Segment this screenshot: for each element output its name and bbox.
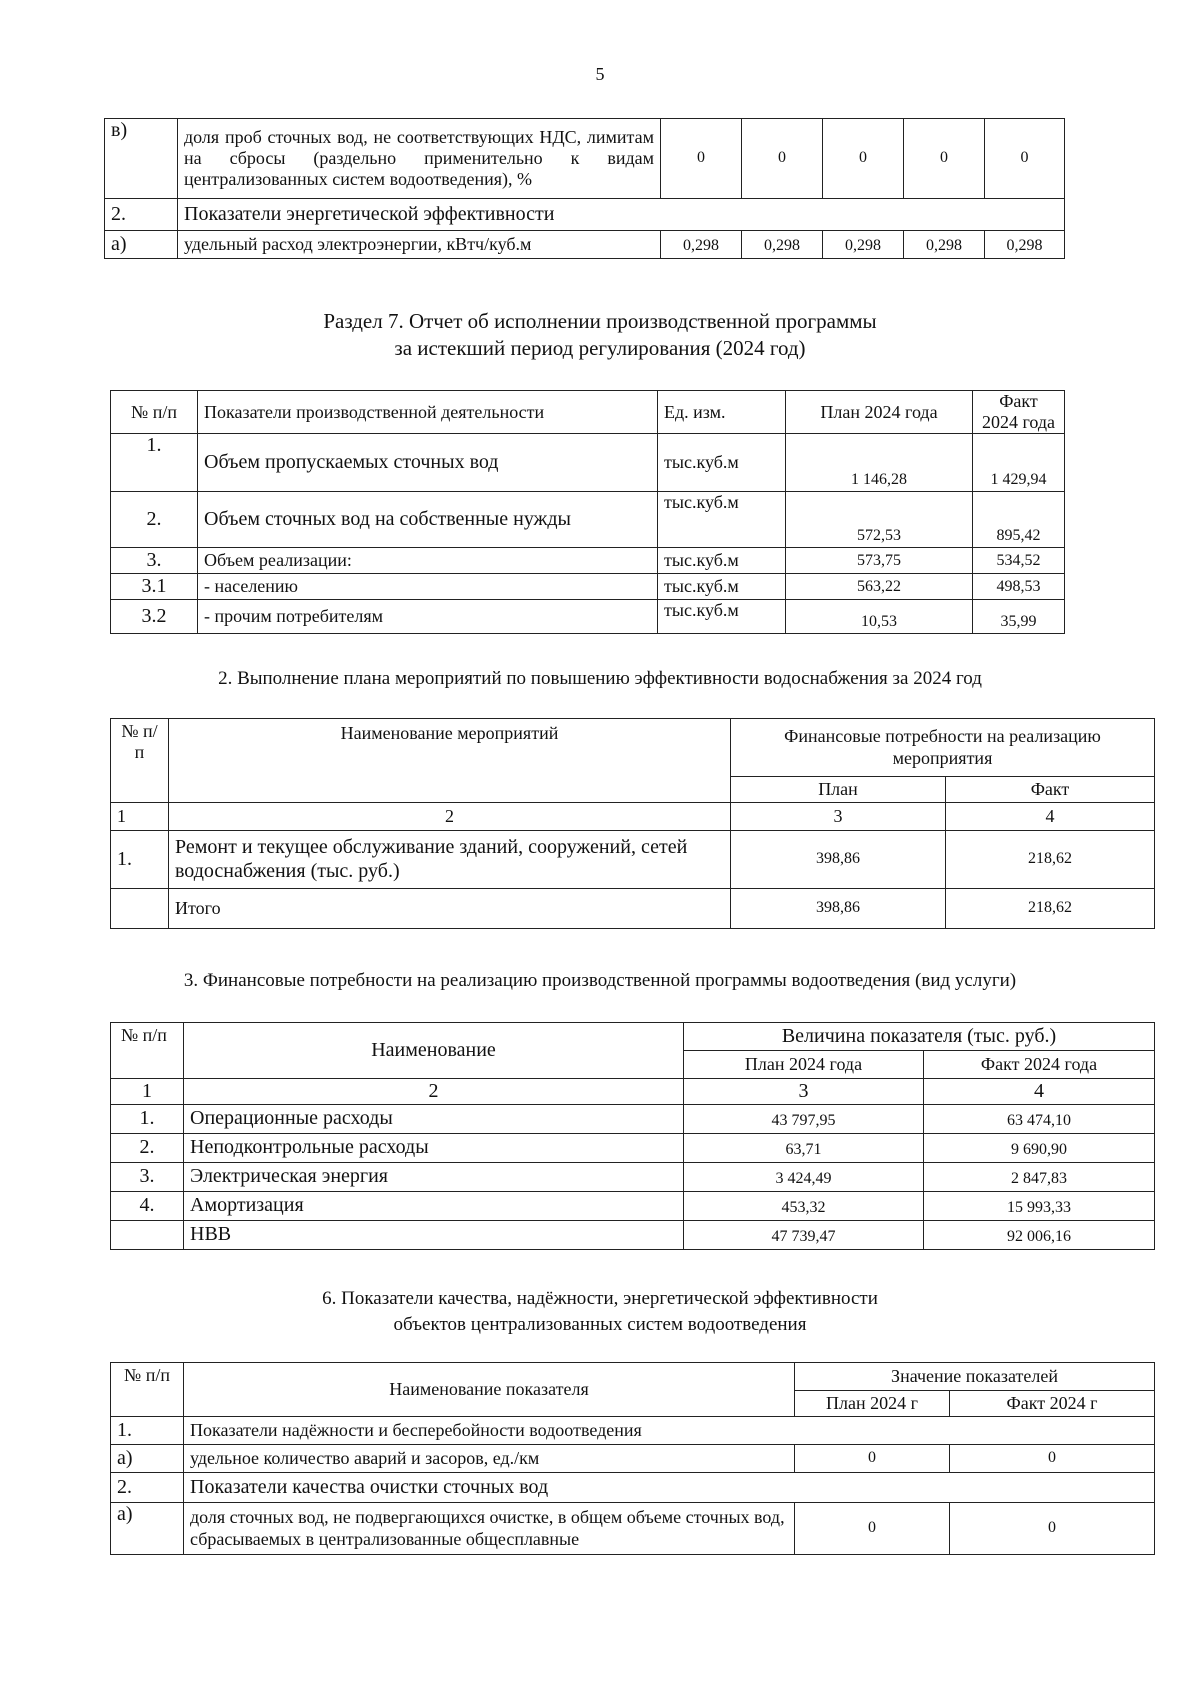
table-row (111, 434, 1065, 492)
header-financing: Финансовые потребности на реализацию мероприятия (731, 719, 1155, 777)
fact-cell: 9 690,90 (924, 1134, 1155, 1163)
section7-title (0, 308, 1200, 363)
row-number: 2. (111, 492, 198, 548)
table-row (111, 1134, 1155, 1163)
indicator-name: - населению (198, 574, 658, 600)
indicator-name: удельный расход электроэнергии, кВтч/куб.м (178, 231, 661, 259)
col-number: 2 (169, 803, 731, 831)
fact-cell: 0 (950, 1445, 1155, 1473)
fact-cell: 92 006,16 (924, 1221, 1155, 1250)
fact-cell: 1 429,94 (973, 434, 1065, 492)
section6-table (110, 1362, 1155, 1555)
row-number: 1. (111, 1417, 184, 1445)
indicator-name: удельное количество аварий и засоров, ед./км (184, 1445, 795, 1473)
header-fact: Факт 2024 г (950, 1391, 1155, 1417)
value-cell: 0,298 (661, 231, 742, 259)
section3-table (110, 1022, 1155, 1250)
table-row (111, 1192, 1155, 1221)
table-row (111, 831, 1155, 889)
header-fact: Факт 2024 года (924, 1051, 1155, 1079)
plan-cell: 563,22 (786, 574, 973, 600)
value-cell: 0,298 (742, 231, 823, 259)
header-name: Наименование показателя (184, 1363, 795, 1417)
row-number: в) (105, 119, 178, 199)
header-plan: План 2024 года (684, 1051, 924, 1079)
section7-table (110, 390, 1065, 634)
item-name: Амортизация (184, 1192, 684, 1221)
section7-title-line2: за истекший период регулирования (2024 год) (394, 336, 806, 361)
table-header-row (111, 391, 1065, 434)
header-fact: Факт 2024 года (973, 391, 1065, 434)
section6-title-line2: объектов централизованных систем водоотведения (393, 1313, 807, 1335)
section-heading: Показатели надёжности и бесперебойности водоотведения (184, 1417, 1155, 1445)
item-name: Электрическая энергия (184, 1163, 684, 1192)
plan-cell: 573,75 (786, 548, 973, 574)
indicator-name: Объем сточных вод на собственные нужды (198, 492, 658, 548)
table-row (111, 492, 1065, 548)
col-number: 3 (731, 803, 946, 831)
table-row (111, 1445, 1155, 1473)
table-row (111, 548, 1065, 574)
section3-title: 3. Финансовые потребности на реализацию производственной программы водоотведения (вид услуги) (183, 970, 1017, 991)
table-row (111, 600, 1065, 634)
header-name: Наименование (184, 1023, 684, 1079)
header-plan: План (731, 777, 946, 803)
row-number: 3.2 (111, 600, 198, 634)
col-number: 1 (111, 1079, 184, 1105)
row-number: 4. (111, 1192, 184, 1221)
header-num: № п/п (111, 719, 169, 803)
table-row (105, 119, 1065, 199)
row-number (111, 889, 169, 929)
row-number: 1. (111, 434, 198, 492)
plan-cell: 3 424,49 (684, 1163, 924, 1192)
table-row (111, 889, 1155, 929)
fact-cell: 63 474,10 (924, 1105, 1155, 1134)
indicator-name: Объем пропускаемых сточных вод (198, 434, 658, 492)
section2-title: 2. Выполнение плана мероприятий по повышению эффективности водоснабжения за 2024 год (218, 668, 982, 689)
table-row (111, 1105, 1155, 1134)
plan-cell: 0 (795, 1503, 950, 1555)
header-num: № п/п (111, 1023, 184, 1079)
plan-cell: 47 739,47 (684, 1221, 924, 1250)
col-number: 3 (684, 1079, 924, 1105)
top-indicators-table (104, 118, 1065, 259)
total-label: НВВ (184, 1221, 684, 1250)
section-heading: Показатели энергетической эффективности (178, 199, 1065, 231)
row-number: а) (105, 231, 178, 259)
table-header-row (111, 1023, 1155, 1051)
header-plan: План 2024 года (786, 391, 973, 434)
fact-cell: 15 993,33 (924, 1192, 1155, 1221)
indicator-name: - прочим потребителям (198, 600, 658, 634)
fact-cell: 35,99 (973, 600, 1065, 634)
section6-title-line1: 6. Показатели качества, надёжности, энергетической эффективности (322, 1288, 878, 1309)
fact-cell: 895,42 (973, 492, 1065, 548)
section7-title-line1: Раздел 7. Отчет об исполнении производственной программы (323, 309, 877, 333)
plan-cell: 1 146,28 (786, 434, 973, 492)
plan-cell: 398,86 (731, 889, 946, 929)
col-number: 1 (111, 803, 169, 831)
header-indicator: Показатели производственной деятельности (198, 391, 658, 434)
col-number: 2 (184, 1079, 684, 1105)
row-number: 3. (111, 1163, 184, 1192)
col-number: 4 (924, 1079, 1155, 1105)
section2-table (110, 718, 1155, 929)
value-cell: 0 (904, 119, 985, 199)
row-number: 2. (111, 1134, 184, 1163)
value-cell: 0 (661, 119, 742, 199)
header-plan: План 2024 г (795, 1391, 950, 1417)
header-value: Величина показателя (тыс. руб.) (684, 1023, 1155, 1051)
plan-cell: 63,71 (684, 1134, 924, 1163)
table-row (105, 231, 1065, 259)
page-number: 5 (595, 64, 605, 84)
table-row (111, 1221, 1155, 1250)
plan-cell: 10,53 (786, 600, 973, 634)
fact-cell: 2 847,83 (924, 1163, 1155, 1192)
value-cell: 0,298 (985, 231, 1065, 259)
column-numbers-row (111, 1079, 1155, 1105)
table-row (105, 199, 1065, 231)
plan-cell: 453,32 (684, 1192, 924, 1221)
table-row (111, 574, 1065, 600)
item-name: Операционные расходы (184, 1105, 684, 1134)
row-number (111, 1221, 184, 1250)
row-number: 1. (111, 1105, 184, 1134)
column-numbers-row (111, 803, 1155, 831)
row-number: а) (111, 1503, 184, 1555)
header-activity: Наименование мероприятий (169, 719, 731, 803)
plan-cell: 398,86 (731, 831, 946, 889)
value-cell: 0,298 (823, 231, 904, 259)
table-row (111, 1163, 1155, 1192)
value-cell: 0,298 (904, 231, 985, 259)
header-num: № п/п (111, 391, 198, 434)
total-label: Итого (169, 889, 731, 929)
fact-cell: 218,62 (946, 889, 1155, 929)
header-value: Значение показателей (795, 1363, 1155, 1391)
header-fact: Факт (946, 777, 1155, 803)
row-number: 2. (105, 199, 178, 231)
row-number: 2. (111, 1473, 184, 1503)
section-heading: Показатели качества очистки сточных вод (184, 1473, 1155, 1503)
table-row (111, 1417, 1155, 1445)
item-name: Неподконтрольные расходы (184, 1134, 684, 1163)
fact-cell: 498,53 (973, 574, 1065, 600)
unit-cell: тыс.куб.м (658, 434, 786, 492)
row-number: 3.1 (111, 574, 198, 600)
header-unit: Ед. изм. (658, 391, 786, 434)
section6-title (0, 1286, 1200, 1337)
plan-cell: 43 797,95 (684, 1105, 924, 1134)
header-num: № п/п (111, 1363, 184, 1417)
value-cell: 0 (742, 119, 823, 199)
table-header-row (111, 719, 1155, 777)
fact-cell: 218,62 (946, 831, 1155, 889)
unit-cell: тыс.куб.м (658, 492, 786, 548)
indicator-name: доля сточных вод, не подвергающихся очистке, в общем объеме сточных вод, сбрасываемых в централизованные общесплавные (184, 1503, 795, 1555)
row-number: 3. (111, 548, 198, 574)
row-number: а) (111, 1445, 184, 1473)
fact-cell: 0 (950, 1503, 1155, 1555)
table-row (111, 1473, 1155, 1503)
indicator-name: Объем реализации: (198, 548, 658, 574)
row-number: 1. (111, 831, 169, 889)
plan-cell: 572,53 (786, 492, 973, 548)
value-cell: 0 (985, 119, 1065, 199)
col-number: 4 (946, 803, 1155, 831)
fact-cell: 534,52 (973, 548, 1065, 574)
value-cell: 0 (823, 119, 904, 199)
unit-cell: тыс.куб.м (658, 574, 786, 600)
activity-name: Ремонт и текущее обслуживание зданий, сооружений, сетей водоснабжения (тыс. руб.) (169, 831, 731, 889)
table-header-row (111, 1363, 1155, 1391)
plan-cell: 0 (795, 1445, 950, 1473)
indicator-name: доля проб сточных вод, не соответствующих НДС, лимитам на сбросы (раздельно применительно к видам централизованных систем водоотведения), % (178, 119, 661, 199)
table-row (111, 1503, 1155, 1555)
unit-cell: тыс.куб.м (658, 600, 786, 634)
unit-cell: тыс.куб.м (658, 548, 786, 574)
